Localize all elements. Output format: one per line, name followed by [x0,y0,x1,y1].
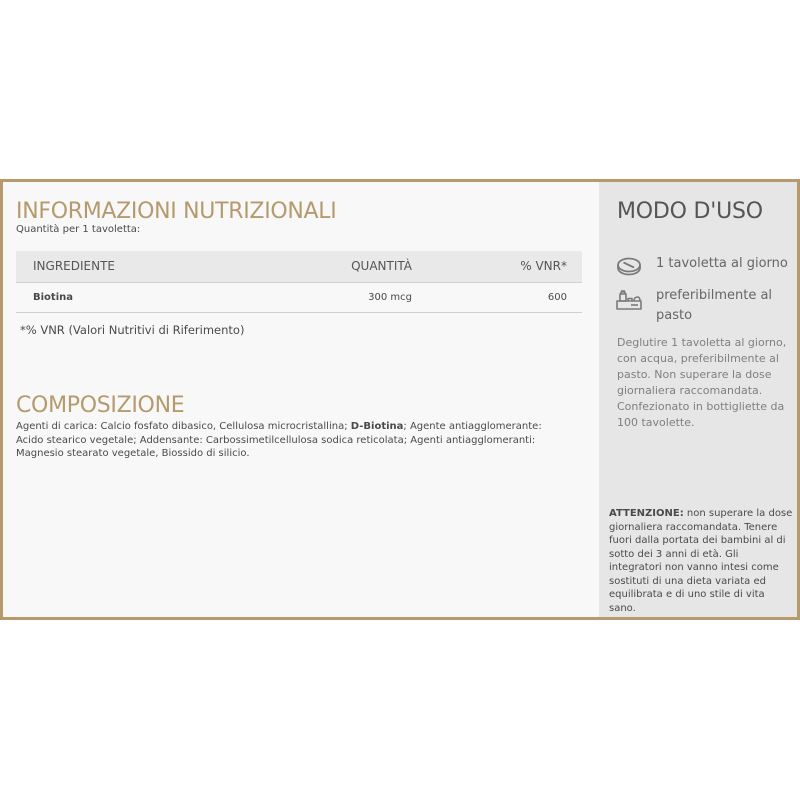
header-quantity: QUANTITÀ [351,259,412,273]
row-quantity: 300 mcg [368,292,412,303]
composition-title: COMPOSIZIONE [16,393,185,418]
composition-segment-bold: D-Biotina [350,421,404,432]
header-vnr: % VNR* [520,259,567,273]
meal-icon [615,285,643,313]
warning-text [609,507,793,615]
header-ingredient: INGREDIENTE [33,259,115,273]
warning-body: non superare la dose giornaliera raccomandata. Tenere fuori dalla portata dei bambini al di sotto dei 3 anni di età. Gli integratori non vanno intesi come sostituti di una dieta variata ed equilibrata e di uno stile di vita sano. [609,508,793,614]
info-panel [0,179,800,620]
composition-segment: Agenti di carica: Calcio fosfato dibasico, Cellulosa microcristallina; [16,421,351,432]
usage-title: MODO D'USO [617,199,763,224]
table-row [16,283,582,313]
nutrition-table [16,251,582,313]
nutrition-table-header [16,251,582,283]
usage-item-dose: 1 tavoletta al giorno [656,256,788,271]
composition-text [16,420,551,461]
tablet-icon [615,252,643,280]
nutrition-title: INFORMAZIONI NUTRIZIONALI [16,199,337,224]
composition-segment: ; Agente antiagglomerante: Acido stearico vegetale; Addensante: Carbossimetilcellulosa sodica reticolata; Agenti antiagglomeranti: Magnesio stearato vegetale, Biossido di silicio. [16,421,542,459]
warning-label: ATTENZIONE: [609,508,684,519]
usage-sidebar [599,182,797,617]
nutrition-column [3,182,599,617]
usage-description: Deglutire 1 tavoletta al giorno, con acqua, preferibilmente al pasto. Non superare la dose giornaliera raccomandata. Confezionato in bottigliette da 100 tavolette. [617,336,787,429]
serving-size: Quantità per 1 tavoletta: [16,224,141,235]
row-ingredient: Biotina [33,292,73,303]
vnr-footnote: *% VNR (Valori Nutritivi di Riferimento) [20,323,245,337]
usage-item-meal: preferibilmente al pasto [656,288,773,323]
row-vnr: 600 [547,292,567,303]
